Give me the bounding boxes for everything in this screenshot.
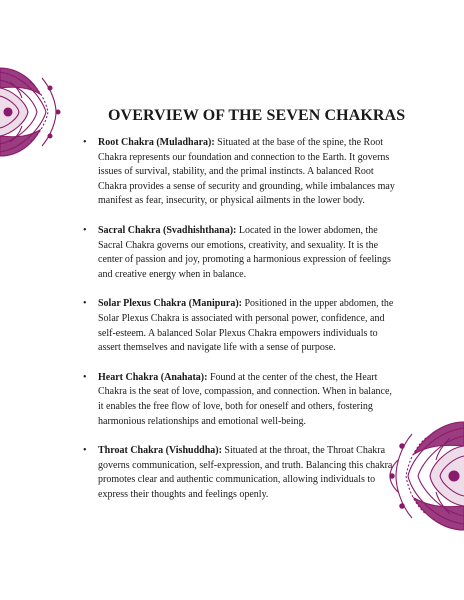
chakra-description: Situated at the base of the spine, the Root Chakra represents our foundation and connection to the Earth. It governs issues of survival, stability, and the primal instincts. A balanced Root Chakra provides a sense of security and grounding, while imbalances may manifest as fear, insecurity, or physical ailments in the lower body. — [98, 137, 395, 207]
chakra-description: Located in the lower abdomen, the Sacral Chakra governs our emotions, creativity, and sexuality. It is the center of passion and joy, promoting a harmonious expression of feelings and creative energy when in balance. — [98, 224, 391, 280]
chakra-name: Heart Chakra (Anahata): — [98, 371, 210, 383]
list-item-throat-chakra — [78, 444, 398, 502]
chakra-name: Solar Plexus Chakra (Manipura): — [98, 298, 245, 310]
list-item-root-chakra — [78, 136, 398, 209]
chakra-list — [78, 136, 398, 517]
bullet-icon: • — [83, 224, 87, 236]
chakra-name: Root Chakra (Muladhara): — [98, 137, 218, 148]
bullet-icon: • — [83, 137, 87, 148]
bullet-icon: • — [83, 371, 87, 383]
list-item-solar-plexus-chakra — [78, 297, 398, 355]
page-title: OVERVIEW OF THE SEVEN CHAKRAS — [108, 107, 406, 124]
chakra-description: Found at the center of the chest, the Heart Chakra is the seat of love, compassion, and connection. When in balance, it enables the free flow of love, both for oneself and others, fostering harmonious relationships and emotional well-being. — [98, 371, 392, 427]
list-item-sacral-chakra — [78, 224, 398, 282]
bullet-icon: • — [83, 445, 87, 457]
chakra-description: Positioned in the upper abdomen, the Solar Plexus Chakra is associated with personal power, confidence, and self-esteem. A balanced Solar Plexus Chakra empowers individuals to assert themselves and navigate life with a sense of purpose. — [98, 298, 394, 354]
chakra-name: Sacral Chakra (Svadhishthana): — [98, 224, 239, 236]
list-item-heart-chakra — [78, 371, 398, 429]
chakra-name: Throat Chakra (Vishuddha): — [98, 445, 225, 457]
bullet-icon: • — [83, 298, 87, 310]
chakra-description: Situated at the throat, the Throat Chakra governs communication, self-expression, and truth. Balancing this chakra promotes clear and authentic communication, allowing individuals to express their thoughts and feelings openly. — [98, 445, 393, 500]
